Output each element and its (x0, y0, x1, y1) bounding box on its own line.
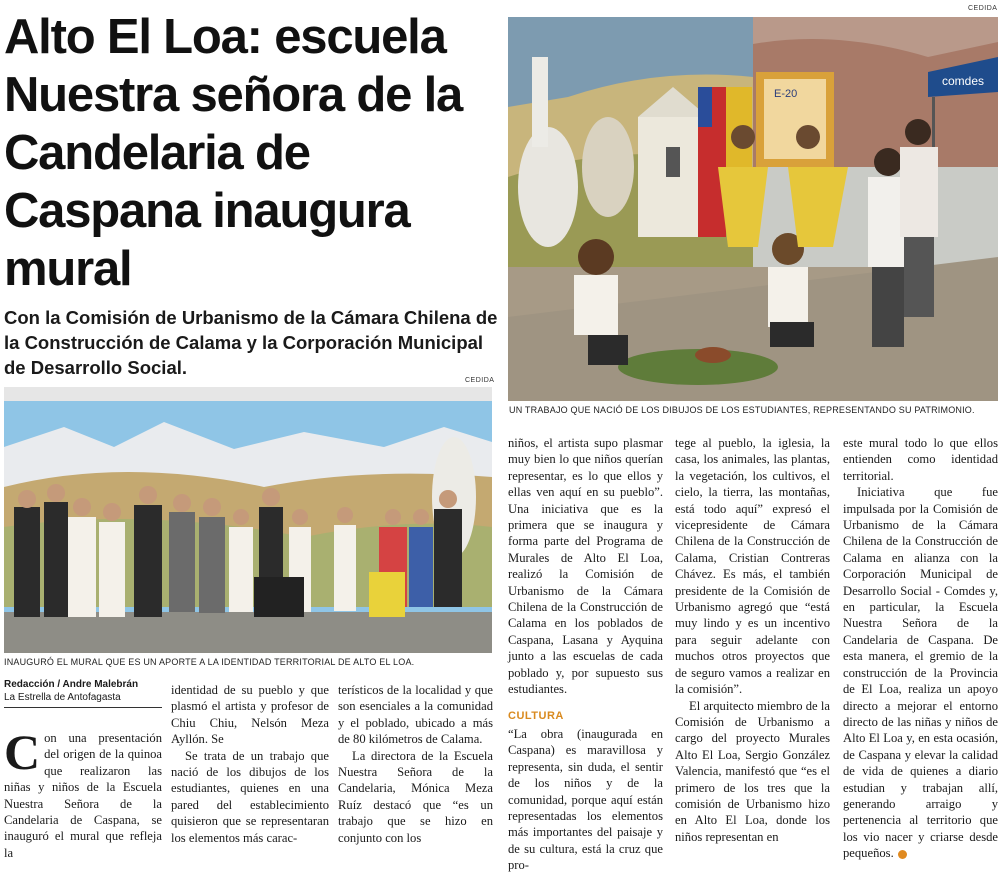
caption-left-photo: INAUGURÓ EL MURAL QUE ES UN APORTE A LA IDENTIDAD TERRITORIAL DE ALTO EL LOA. (4, 657, 415, 667)
section-label-cultura: CULTURA (508, 709, 564, 722)
photo-children-performance (508, 17, 998, 401)
end-mark-icon (898, 850, 907, 859)
body-column-4 (508, 435, 663, 874)
deck: Con la Comisión de Urbanismo de la Cámara Chilena de la Construcción de Calama y la Corporación Municipal de Desarrollo Social. (4, 307, 498, 378)
col6-paragraph-2: Iniciativa que fue impulsada por la Comisión de Urbanismo de la Cámara Chilena de la Construcción de Calama en alianza con la Corporación Municipal de Desarrollo Social - Comdes y, en particular, la Escuela Nuestra Señora de la Candelaria de Caspana. De esta manera, el gremio de la construcción de la Provincia de El Loa, realiza un apoyo directo a mejorar el entorno directo de las niñas y niños de Alto El Loa y, en esta ocasión, de Caspana y elevar la calidad de vida de quienes a diario estudian y trabajan allí, generando arraigo y pertenencia al territorio que los vio nacer y criarse desde pequeños. (843, 485, 998, 861)
col2-paragraph-2: Se trata de un trabajo que nació de los dibujos de los estudiantes, quienes en una pared del establecimiento quisieron que se representaran los elementos más carac- (171, 748, 329, 845)
body-column-3 (338, 682, 493, 846)
body-column-6 (843, 435, 998, 862)
board-sign: E-20 (774, 88, 798, 100)
body-column-1 (4, 724, 162, 861)
headline: Alto El Loa: escuela Nuestra señora de la Candelaria de Caspana inaugura mural (4, 10, 463, 296)
dropcap: C (4, 724, 41, 780)
byline-author: Redacción / Andre Malebrán (4, 679, 139, 690)
col5-paragraph-2: El arquitecto miembro de la Comisión de Urbanismo a cargo del proyecto Murales Alto El Loa, Sergio González Valencia, manifestó que “es el primero de los tres que la comisión de Urbanismo hizo en Alto El Loa, donde los niños representan en (675, 698, 830, 844)
col1-paragraph-1: on una presentación del origen de la quinoa que realizaron las niñas y niños de la Escuela Nuestra Señora de la Candelaria de Caspana, se inauguró el mural que refleja la (4, 731, 162, 860)
photo-credit-left: CEDIDA (465, 377, 495, 384)
photo-credit-top: CEDIDA (968, 5, 998, 12)
byline-outlet: La Estrella de Antofagasta (4, 692, 121, 703)
col3-paragraph-1: terísticos de la localidad y que son esenciales a la comunidad y el poblado, ubicado a más de 80 kilómetros de Calama. (338, 683, 493, 747)
body-column-5 (675, 435, 830, 845)
col4-paragraph-2: “La obra (inaugurada en Caspana) es maravillosa y representa, sin duda, el sentir de los niños y de la comunidad, porque aquí están representadas los elementos más importantes del paisaje y de su cultura, está la cruz que pro- (508, 726, 663, 873)
col6-paragraph-1: este mural todo lo que ellos entienden como identidad territorial. (843, 436, 998, 483)
col5-paragraph-1: tege al pueblo, la iglesia, la casa, los animales, las plantas, la vegetación, los cultivos, el cielo, la tierra, las montañas, está todo aquí” expresó el vicepresidente de Cámara Chilena de la Construcción de Calama, Cristian Contreras Chávez. Es más, el también presidente de la Comisión de Urbanismo agregó que “está muy lindo y es un incentivo para seguir adelante con muchos otros proyectos que de seguro vamos a realizar en la comisión”. (675, 436, 830, 697)
tent-sign: comdes (942, 74, 985, 88)
byline (4, 678, 162, 708)
caption-top-photo: UN TRABAJO QUE NACIÓ DE LOS DIBUJOS DE LOS ESTUDIANTES, REPRESENTANDO SU PATRIMONIO. (509, 405, 975, 415)
body-column-2 (171, 682, 329, 846)
col4-paragraph-1: niños, el artista supo plasmar muy bien lo que niños querían representar, es lo que ellos y ellas ven aquí en su pueblo”. Una iniciativa que es la primera que se inaugura y forma parte del Programa de Murales de Alto El Loa, realizó la Comisión de Urbanismo de la Cámara Chilena de la Construcción de Calama en los poblados de Caspana, Lasana y Ayquina junto a las escuelas de cada poblado y, por supuesto sus estudiantes. (508, 436, 663, 697)
col2-paragraph-1: identidad de su pueblo y que plasmó el artista y profesor de Chiu Chiu, Nelsón Meza Ayllón. Se (171, 683, 329, 747)
col3-paragraph-2: La directora de la Escuela Nuestra Señora de la Candelaria, Mónica Meza Ruíz destacó que “es un trabajo que se hizo en conjunto con los (338, 748, 493, 845)
photo-group-mural (4, 387, 492, 653)
